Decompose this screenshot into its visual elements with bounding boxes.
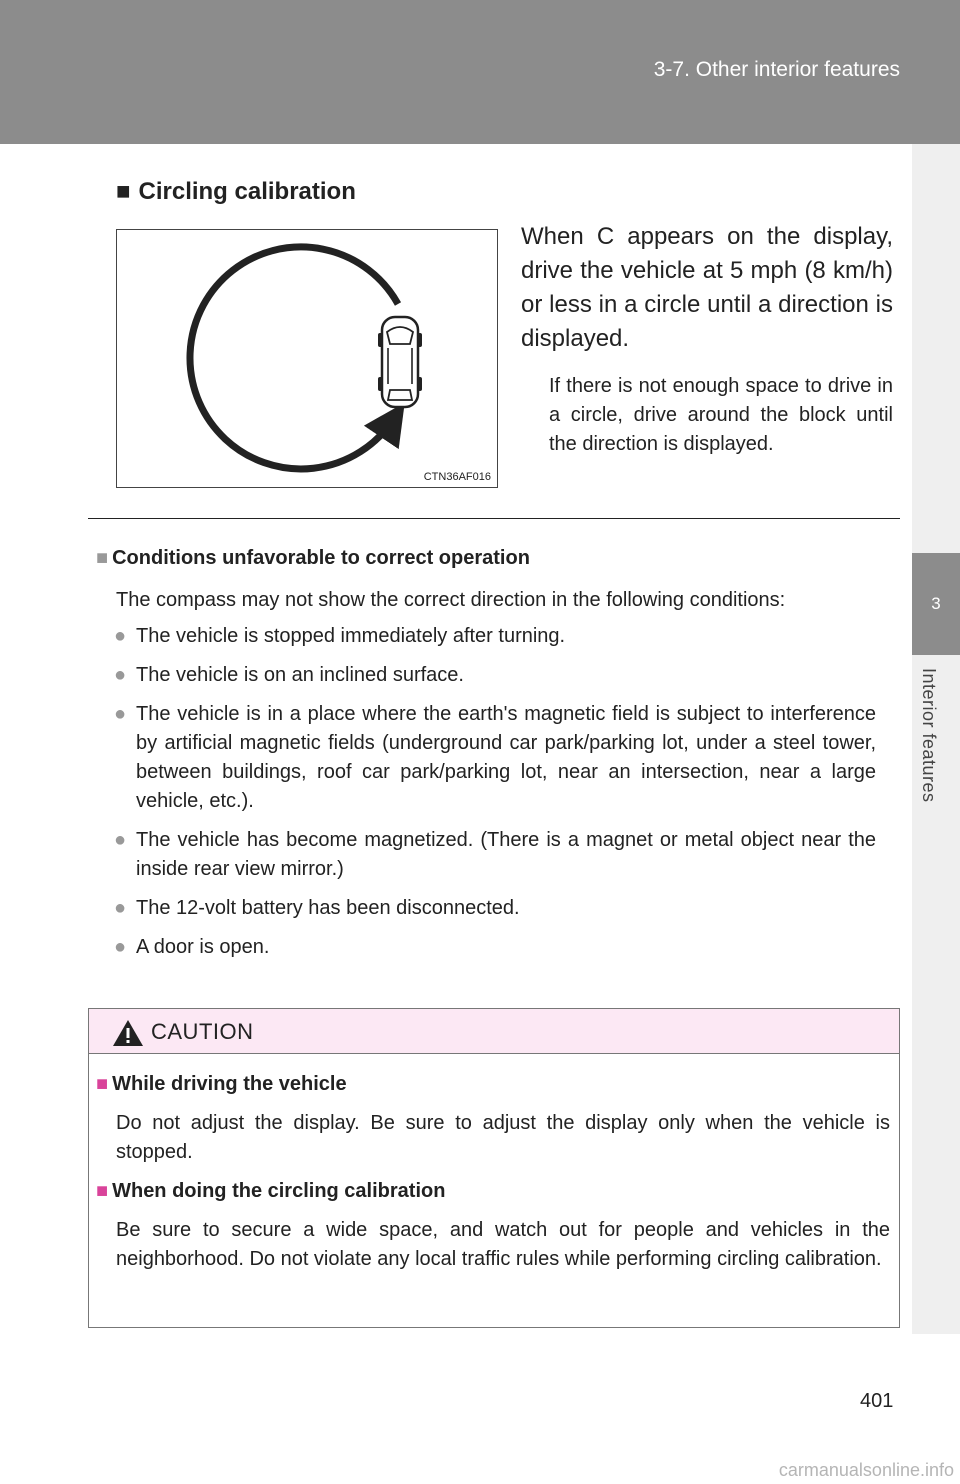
- list-item: [114, 894, 876, 923]
- section-title: [116, 178, 356, 206]
- section-divider: [88, 518, 900, 519]
- list-item-text: The vehicle has become magnetized. (There is a magnet or metal object near the inside rear view mirror.): [136, 829, 876, 880]
- square-bullet-icon: ■: [96, 1073, 109, 1095]
- chapter-section-title: 3-7. Other interior features: [653, 58, 900, 81]
- caution-item-heading: [96, 1073, 347, 1096]
- caution-header: [89, 1009, 899, 1054]
- page-header: [0, 0, 960, 144]
- caution-item-heading-text: When doing the circling calibration: [112, 1180, 446, 1202]
- chapter-tab: 3: [912, 553, 960, 655]
- square-bullet-icon: ■: [96, 1180, 109, 1202]
- figure-code: CTN36AF016: [423, 471, 491, 483]
- chapter-label: Interior features: [919, 668, 939, 803]
- list-item: [114, 661, 876, 690]
- list-item-text: The vehicle is on an inclined surface.: [136, 664, 464, 686]
- caution-item-heading: [96, 1180, 445, 1203]
- conditions-list: [114, 622, 876, 972]
- bullet-dot-icon: ●: [114, 829, 127, 851]
- bullet-dot-icon: ●: [114, 897, 127, 919]
- watermark: carmanualsonline.info: [778, 1460, 954, 1480]
- conditions-intro: The compass may not show the correct direction in the following conditions:: [116, 589, 786, 611]
- conditions-heading-text: Conditions unfavorable to correct operation: [112, 547, 530, 569]
- list-item: [114, 933, 876, 962]
- list-item: [114, 622, 876, 651]
- circle-path-diagram: [117, 230, 497, 487]
- page-number: 401: [860, 1390, 894, 1412]
- calibration-illustration: [116, 229, 498, 488]
- list-item: [114, 826, 876, 884]
- calibration-note: If there is not enough space to drive in a circle, drive around the block until the direction is displayed.: [549, 375, 893, 455]
- list-item-text: A door is open.: [136, 936, 270, 958]
- warning-triangle-icon: [111, 1018, 145, 1048]
- circle-arrow-icon: [190, 247, 398, 469]
- caution-box: [88, 1008, 900, 1328]
- bullet-dot-icon: ●: [114, 664, 127, 686]
- bullet-dot-icon: ●: [114, 936, 127, 958]
- caution-item-heading-text: While driving the vehicle: [112, 1073, 347, 1095]
- caution-item-body: Do not adjust the display. Be sure to adjust the display only when the vehicle is stopped.: [116, 1112, 890, 1163]
- caution-title: CAUTION: [151, 1019, 254, 1044]
- square-bullet-icon: ■: [96, 547, 109, 569]
- list-item-text: The vehicle is stopped immediately after turning.: [136, 625, 566, 647]
- square-bullet-icon: ■: [116, 178, 131, 205]
- bullet-dot-icon: ●: [114, 625, 127, 647]
- calibration-instruction: When C appears on the display, drive the vehicle at 5 mph (8 km/h) or less in a circle until a direction is displayed.: [521, 223, 893, 352]
- car-icon: [378, 317, 422, 407]
- list-item: [114, 700, 876, 816]
- list-item-text: The vehicle is in a place where the earth's magnetic field is subject to interference by artificial magnetic fields (underground car park/parking lot, under a steel tower, between buildings, roof car park/parking lot, near an intersection, near a large vehicle, etc.).: [136, 703, 876, 812]
- conditions-heading: [96, 547, 530, 570]
- bullet-dot-icon: ●: [114, 703, 127, 725]
- list-item-text: The 12-volt battery has been disconnected.: [136, 897, 520, 919]
- section-title-text: Circling calibration: [138, 178, 356, 205]
- caution-item-body: Be sure to secure a wide space, and watch out for people and vehicles in the neighborhood. Do not violate any local traffic rules while performing circling calibration.: [116, 1219, 890, 1270]
